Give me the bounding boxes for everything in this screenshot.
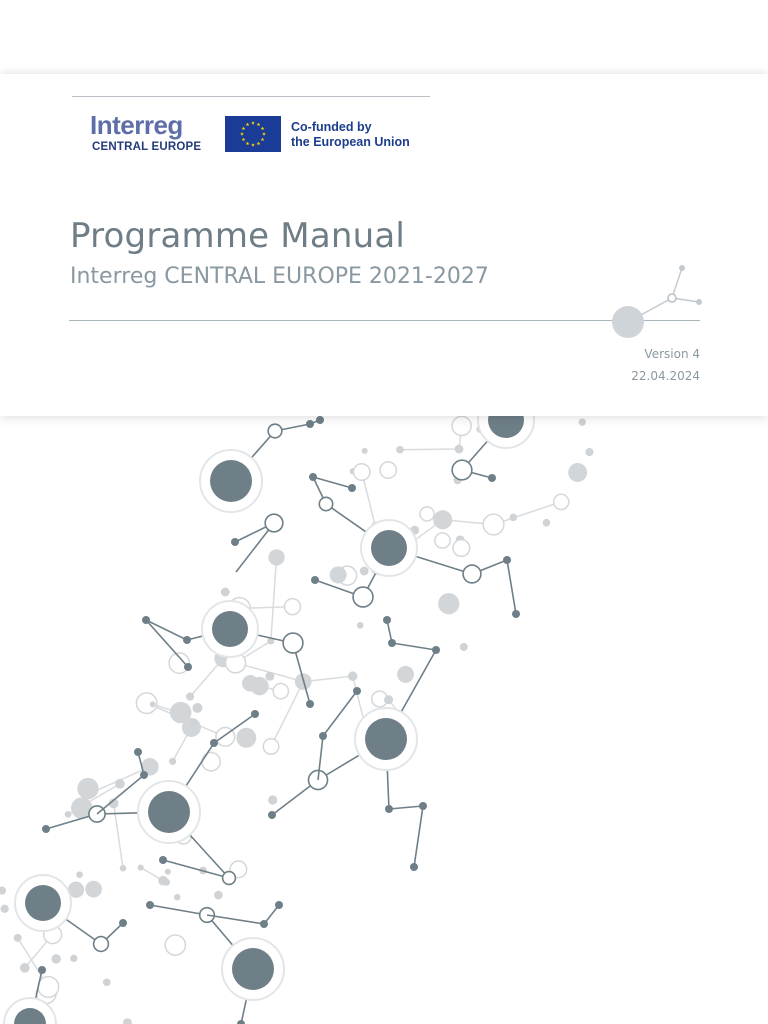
network-node	[223, 872, 236, 885]
network-node	[509, 514, 517, 522]
network-link	[150, 905, 207, 915]
network-node	[268, 795, 277, 804]
network-node	[1, 905, 9, 913]
network-node	[85, 881, 102, 898]
network-node	[148, 791, 190, 833]
network-node	[214, 891, 223, 900]
network-node	[174, 894, 181, 901]
network-node	[231, 538, 239, 546]
network-node	[103, 979, 111, 987]
network-node	[170, 702, 192, 724]
network-node	[397, 666, 414, 683]
network-node	[275, 901, 283, 909]
network-link	[207, 915, 264, 924]
network-node	[268, 424, 282, 438]
network-node	[306, 420, 314, 428]
network-node	[432, 646, 440, 654]
network-node	[488, 474, 496, 482]
network-node	[388, 639, 396, 647]
network-link	[323, 691, 357, 736]
network-node	[38, 966, 46, 974]
network-link	[389, 806, 423, 809]
page-title: Programme Manual	[70, 216, 406, 256]
network-node	[348, 671, 357, 680]
network-node	[183, 636, 191, 644]
network-node	[169, 758, 176, 765]
network-node	[353, 464, 369, 480]
network-link	[414, 806, 423, 867]
network-node	[353, 687, 361, 695]
network-node	[268, 549, 284, 565]
network-link	[163, 860, 229, 878]
network-node	[419, 802, 427, 810]
eu-cofunded-text	[291, 120, 441, 150]
network-node	[316, 416, 324, 424]
network-node	[348, 484, 356, 492]
document-date: 22.04.2024	[631, 369, 700, 383]
network-node	[435, 533, 450, 548]
network-node	[265, 514, 283, 532]
network-node	[579, 418, 586, 425]
network-node	[319, 732, 327, 740]
network-node	[283, 633, 303, 653]
network-node	[212, 611, 248, 647]
network-node	[184, 663, 192, 671]
network-node	[25, 885, 61, 921]
network-node	[94, 937, 109, 952]
network-node	[260, 920, 268, 928]
network-link	[271, 557, 277, 641]
network-node	[330, 566, 347, 583]
network-node	[384, 695, 393, 704]
network-node	[42, 825, 50, 833]
network-node	[420, 507, 434, 521]
network-node	[357, 622, 364, 629]
network-node	[452, 416, 471, 435]
network-node	[353, 587, 373, 607]
network-node	[158, 876, 168, 886]
network-node	[76, 871, 83, 878]
network-node	[455, 445, 464, 454]
network-node	[232, 948, 274, 990]
network-node	[51, 954, 60, 963]
network-link	[392, 643, 436, 650]
network-link	[146, 620, 187, 640]
network-node	[306, 700, 314, 708]
node-accent-graphic	[600, 260, 710, 340]
network-node	[251, 710, 259, 718]
network-node	[383, 616, 391, 624]
network-node	[236, 728, 256, 748]
network-node	[568, 463, 587, 482]
network-node	[483, 514, 504, 535]
network-node	[284, 599, 300, 615]
network-node	[460, 643, 468, 651]
network-node	[123, 1018, 132, 1024]
network-link	[507, 560, 516, 614]
network-node	[273, 684, 288, 699]
network-node	[38, 977, 59, 998]
network-node	[268, 811, 276, 819]
network-node	[385, 805, 393, 813]
network-node	[140, 771, 148, 779]
network-node	[543, 519, 551, 527]
eu-flag-icon	[225, 116, 281, 152]
network-node	[380, 462, 396, 478]
network-node	[142, 616, 150, 624]
network-node	[193, 703, 203, 713]
network-node	[115, 779, 125, 789]
network-node	[554, 494, 569, 509]
network-node	[120, 865, 127, 872]
network-link	[146, 620, 188, 667]
network-node	[319, 497, 332, 510]
page-subtitle: Interreg CENTRAL EUROPE 2021-2027	[70, 264, 489, 289]
network-node	[263, 739, 278, 754]
eu-cofunded-line1: Co-funded by	[291, 120, 372, 134]
network-node	[512, 610, 520, 618]
network-node	[65, 811, 72, 818]
network-node	[396, 446, 404, 454]
network-node	[365, 718, 407, 760]
network-node	[14, 934, 22, 942]
network-node	[463, 565, 481, 583]
network-node	[190, 719, 198, 727]
document-version: Version 4	[644, 347, 700, 361]
network-node	[70, 955, 77, 962]
network-link	[400, 449, 459, 450]
network-node	[20, 963, 30, 973]
network-node	[311, 576, 319, 584]
network-node	[186, 693, 194, 701]
network-node	[371, 530, 407, 566]
eu-cofunded-line2: the European Union	[291, 135, 410, 149]
network-node	[119, 919, 127, 927]
network-node	[503, 556, 511, 564]
network-node	[210, 739, 218, 747]
network-node	[433, 510, 452, 529]
network-node	[452, 460, 472, 480]
network-node	[77, 778, 98, 799]
network-link	[313, 477, 352, 488]
network-node	[237, 1020, 245, 1024]
logo-block	[72, 96, 430, 167]
network-node	[165, 935, 185, 955]
network-node	[362, 448, 368, 454]
network-node	[150, 701, 156, 707]
cover-card	[0, 74, 768, 416]
network-node	[159, 856, 167, 864]
interreg-region-text: CENTRAL EUROPE	[92, 141, 202, 153]
network-node	[265, 672, 274, 681]
interreg-logo-text: Interreg	[90, 110, 183, 140]
network-node	[165, 869, 171, 875]
network-node	[0, 887, 6, 895]
network-node	[221, 588, 230, 597]
network-node	[309, 473, 317, 481]
network-node	[146, 901, 154, 909]
network-node	[210, 460, 252, 502]
network-node	[134, 748, 142, 756]
network-node	[453, 540, 470, 557]
network-node	[360, 567, 369, 576]
network-node	[410, 863, 418, 871]
network-node	[585, 448, 593, 456]
network-node	[202, 753, 220, 771]
network-node	[438, 593, 459, 614]
network-node	[138, 864, 144, 870]
network-node	[250, 677, 268, 695]
